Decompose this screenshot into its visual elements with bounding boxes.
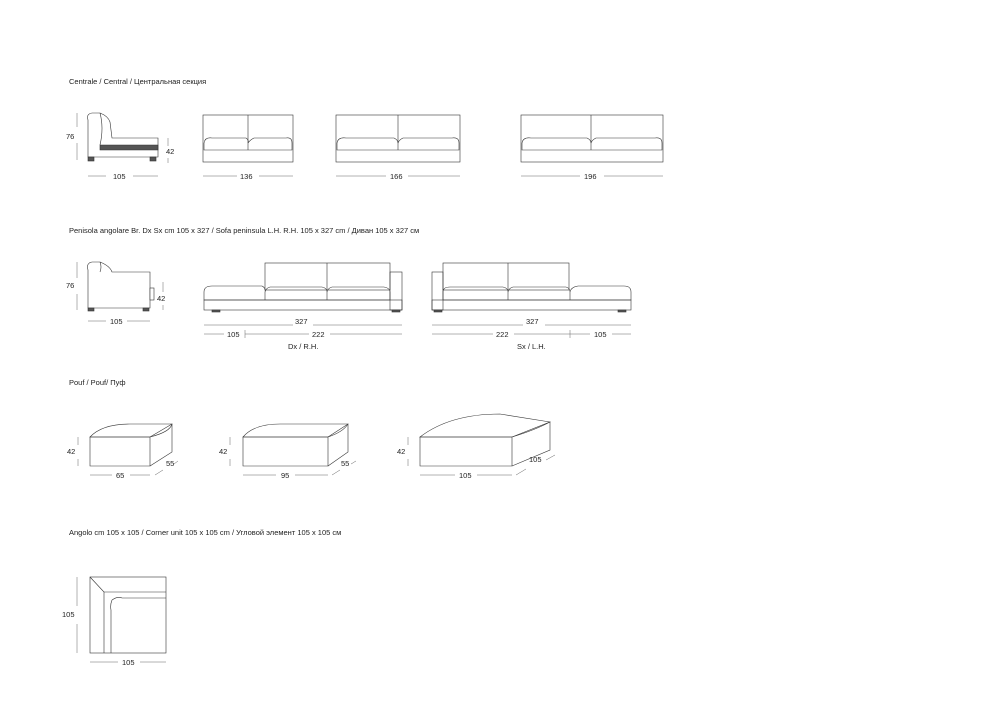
pouf-95x55 — [230, 424, 356, 475]
pouf-95-width: 95 — [281, 471, 290, 480]
central-width-166: 166 — [390, 172, 403, 181]
section-title-pouf: Pouf / Pouf/ Пуф — [69, 378, 126, 387]
peninsula-dx-front — [204, 263, 402, 338]
central-front-136 — [203, 115, 293, 176]
peninsula-dx-total: 327 — [295, 317, 308, 326]
central-width-196: 196 — [584, 172, 597, 181]
peninsula-sx-total: 327 — [526, 317, 539, 326]
central-front-166 — [336, 115, 460, 176]
central-depth-label: 105 — [113, 172, 126, 181]
peninsula-sx-label: Sx / L.H. — [517, 342, 546, 351]
pouf-95-depth: 55 — [341, 459, 350, 468]
pouf-65-height: 42 — [67, 447, 76, 456]
central-width-136: 136 — [240, 172, 253, 181]
pouf-95-height: 42 — [219, 447, 228, 456]
central-front-196 — [521, 115, 663, 176]
pouf-65-depth: 55 — [166, 459, 175, 468]
peninsula-sx-front — [432, 263, 631, 338]
corner-width-label: 105 — [122, 658, 135, 667]
pouf-105-height: 42 — [397, 447, 406, 456]
pouf-65x55 — [78, 424, 178, 475]
peninsula-side-view — [77, 262, 166, 321]
central-height-label: 76 — [66, 132, 75, 141]
pouf-105-depth: 105 — [529, 455, 542, 464]
corner-height-label: 105 — [62, 610, 75, 619]
peninsula-dx-label: Dx / R.H. — [288, 342, 319, 351]
pouf-105-width: 105 — [459, 471, 472, 480]
section-title-peninsula: Penisola angolare Br. Dx Sx cm 105 x 327 / Sofa peninsula L.H. R.H. 105 x 327 cm / Диван 105 x 327 см — [69, 226, 420, 235]
section-title-central: Centrale / Central / Центральная секция — [69, 77, 207, 86]
peninsula-seat-label: 42 — [157, 294, 166, 303]
peninsula-sx-b: 105 — [594, 330, 607, 339]
central-seat-label: 42 — [166, 147, 175, 156]
pouf-105x105 — [408, 414, 555, 475]
peninsula-sx-a: 222 — [496, 330, 509, 339]
peninsula-height-label: 76 — [66, 281, 75, 290]
peninsula-dx-b: 222 — [312, 330, 325, 339]
central-side-view — [77, 113, 168, 176]
corner-unit-plan — [77, 577, 166, 662]
peninsula-dx-a: 105 — [227, 330, 240, 339]
peninsula-depth-label: 105 — [110, 317, 123, 326]
pouf-65-width: 65 — [116, 471, 125, 480]
section-title-corner: Angolo cm 105 x 105 / Corner unit 105 x 105 cm / Угловой элемент 105 x 105 см — [69, 528, 342, 537]
